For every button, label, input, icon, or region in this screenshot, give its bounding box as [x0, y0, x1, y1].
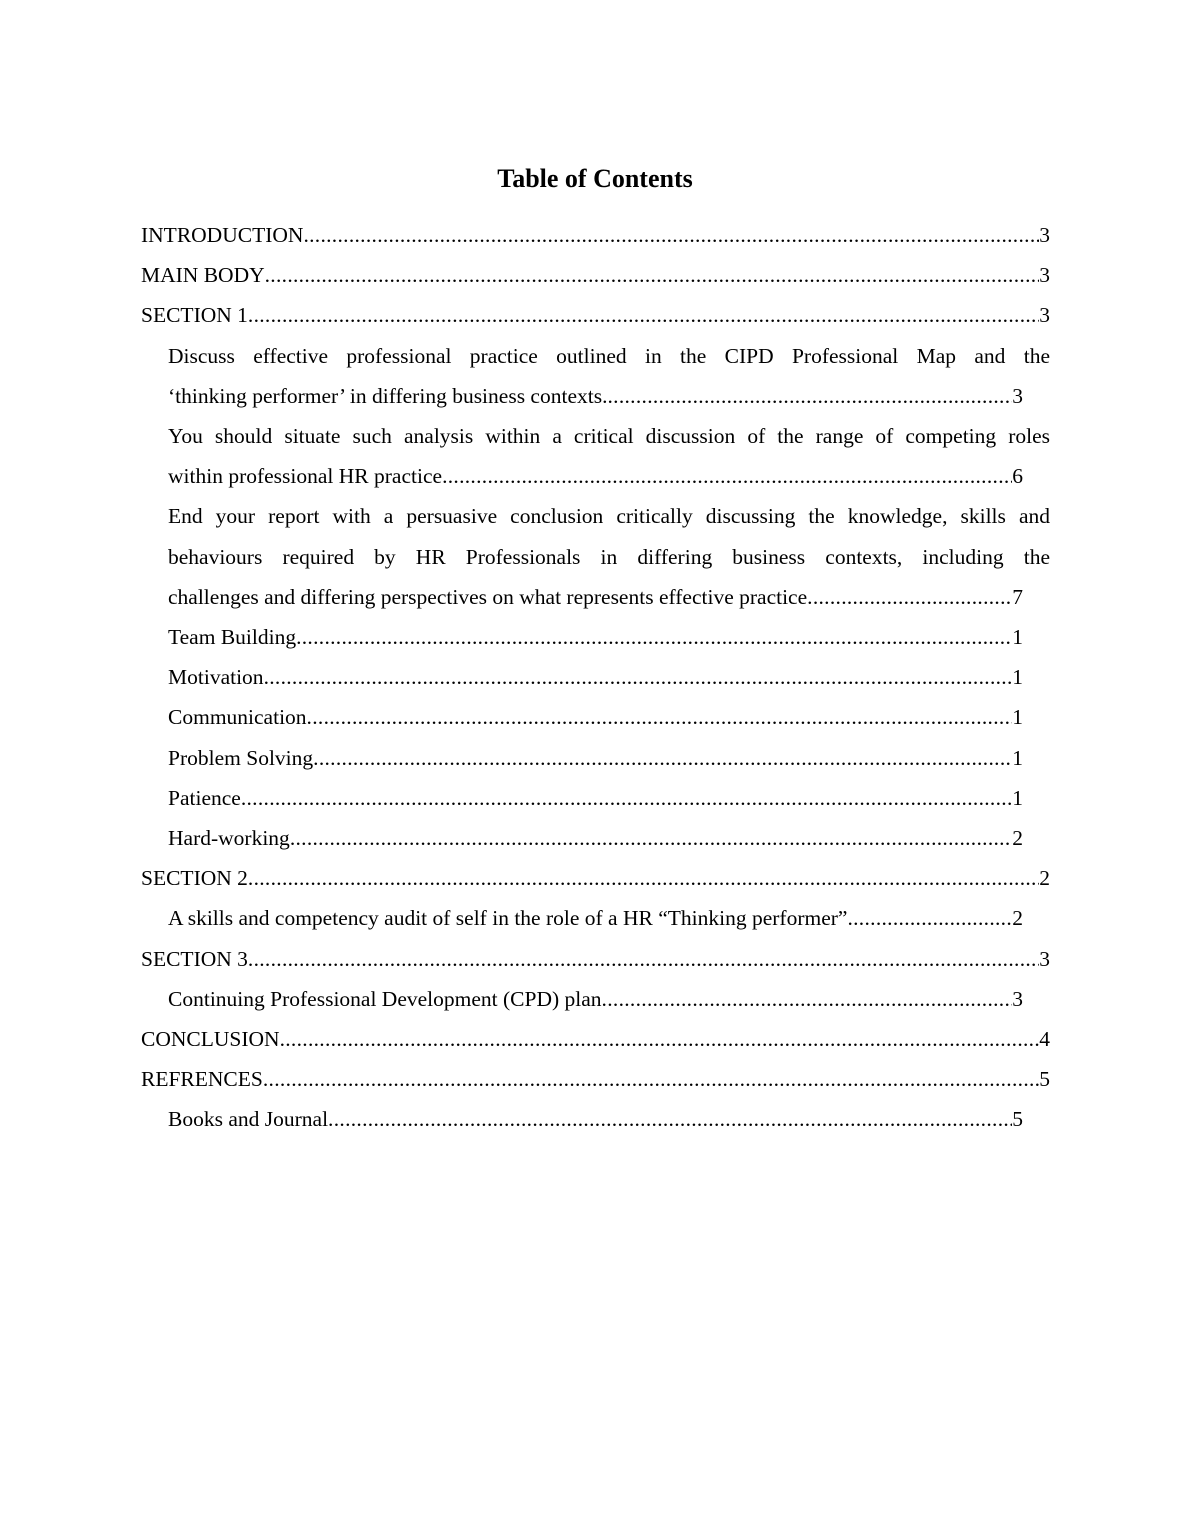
toc-entry-page: 6 [1012, 464, 1023, 489]
toc-entry-section-1[interactable] [141, 295, 1050, 335]
toc-entry-label: Motivation [168, 657, 264, 697]
toc-entry-page: 3 [1012, 986, 1023, 1011]
toc-entry-communication[interactable] [168, 697, 1023, 737]
toc-entry-patience[interactable] [168, 778, 1023, 818]
toc-entry-label: Books and Journal [168, 1099, 328, 1139]
toc-leader-dots [307, 697, 1013, 737]
toc-entry-label: MAIN BODY [141, 255, 265, 295]
toc-entry-problem-solving[interactable] [168, 738, 1023, 778]
toc-entry-text-line: You should situate such analysis within a critical discussion of the range of competing roles [168, 424, 1050, 449]
toc-entry-page: 3 [1039, 946, 1050, 971]
toc-entry-page: 1 [1012, 785, 1023, 810]
toc-entry-text-line: End your report with a persuasive conclusion critically discussing the knowledge, skills and [168, 504, 1050, 529]
toc-entry-page: 1 [1012, 665, 1023, 690]
toc-entry-page: 3 [1039, 223, 1050, 247]
toc-entry-section-2[interactable] [141, 858, 1050, 898]
toc-entry-label: SECTION 3 [141, 939, 248, 979]
toc-entry-page: 5 [1039, 1067, 1050, 1092]
toc-entry-label: Hard-working [168, 818, 290, 858]
toc-entry-label: within professional HR practice [168, 456, 442, 496]
toc-leader-dots [442, 456, 1012, 496]
toc-entry-situate-analysis[interactable] [168, 416, 1050, 496]
toc-entry-page: 5 [1012, 1107, 1023, 1132]
toc-leader-dots [602, 979, 1013, 1019]
toc-leader-dots [280, 1019, 1040, 1059]
toc-entry-label: INTRODUCTION [141, 215, 303, 255]
toc-entry-page: 2 [1012, 826, 1023, 851]
toc-entry-page: 1 [1012, 625, 1023, 650]
toc-leader-dots [807, 577, 1012, 617]
toc-entry-text-line: behaviours required by HR Professionals in differing business contexts, including the [168, 544, 1050, 569]
toc-leader-dots [313, 738, 1012, 778]
toc-title: Table of Contents [497, 164, 693, 193]
toc-entry-label: Communication [168, 697, 307, 737]
toc-entry-page: 1 [1012, 745, 1023, 770]
toc-entry-team-building[interactable] [168, 617, 1023, 657]
toc-entry-introduction[interactable] [141, 215, 1050, 255]
toc-entry-label: challenges and differing perspectives on what represents effective practice [168, 577, 807, 617]
toc-entry-label: Problem Solving [168, 738, 313, 778]
toc-leader-dots [296, 617, 1012, 657]
toc-entry-page: 3 [1012, 383, 1023, 408]
toc-leader-dots [241, 778, 1012, 818]
toc-entry-label: REFRENCES [141, 1059, 263, 1099]
toc-entry-conclusion[interactable] [141, 1019, 1050, 1059]
toc-entry-discuss-practice[interactable] [168, 336, 1050, 416]
toc-entry-label: Team Building [168, 617, 296, 657]
toc-entry-label: Continuing Professional Development (CPD) plan [168, 979, 602, 1019]
toc-leader-dots [847, 898, 1012, 938]
toc-entry-label: ‘thinking performer’ in differing business contexts. [168, 376, 607, 416]
toc-entry-label: CONCLUSION [141, 1019, 280, 1059]
toc-entry-text-line: Discuss effective professional practice outlined in the CIPD Professional Map and the [168, 343, 1050, 368]
toc-leader-dots [248, 295, 1039, 335]
toc-entry-skills-audit[interactable] [168, 898, 1023, 938]
toc-entry-page: 4 [1039, 1027, 1050, 1052]
toc-entry-books-and-journal[interactable] [168, 1099, 1023, 1139]
toc-entry-persuasive-conclusion[interactable] [168, 496, 1050, 617]
toc-leader-dots [248, 858, 1039, 898]
toc-entry-page: 1 [1012, 705, 1023, 730]
toc-entry-page: 2 [1012, 906, 1023, 931]
toc-leader-dots [607, 376, 1012, 416]
toc-entry-page: 3 [1039, 303, 1050, 328]
toc-entry-label: Patience [168, 778, 241, 818]
toc-entry-label: A skills and competency audit of self in the role of a HR “Thinking performer” [168, 898, 847, 938]
toc-entry-label: SECTION 1 [141, 295, 248, 335]
toc-leader-dots [290, 818, 1012, 858]
toc-entry-main-body[interactable] [141, 255, 1050, 295]
toc-leader-dots [328, 1099, 1012, 1139]
toc-entry-motivation[interactable] [168, 657, 1023, 697]
toc-entry-section-3[interactable] [141, 939, 1050, 979]
toc-entry-label: SECTION 2 [141, 858, 248, 898]
toc-leader-dots [303, 215, 1039, 255]
toc-leader-dots [248, 939, 1039, 979]
toc-entry-page: 3 [1039, 263, 1050, 288]
toc-entry-page: 7 [1012, 584, 1023, 609]
table-of-contents [141, 215, 1050, 1140]
toc-entry-hard-working[interactable] [168, 818, 1023, 858]
toc-entry-page: 2 [1039, 866, 1050, 891]
toc-leader-dots [263, 1059, 1039, 1099]
toc-leader-dots [264, 657, 1013, 697]
toc-leader-dots [265, 255, 1040, 295]
toc-entry-cpd-plan[interactable] [168, 979, 1023, 1019]
toc-entry-references[interactable] [141, 1059, 1050, 1099]
